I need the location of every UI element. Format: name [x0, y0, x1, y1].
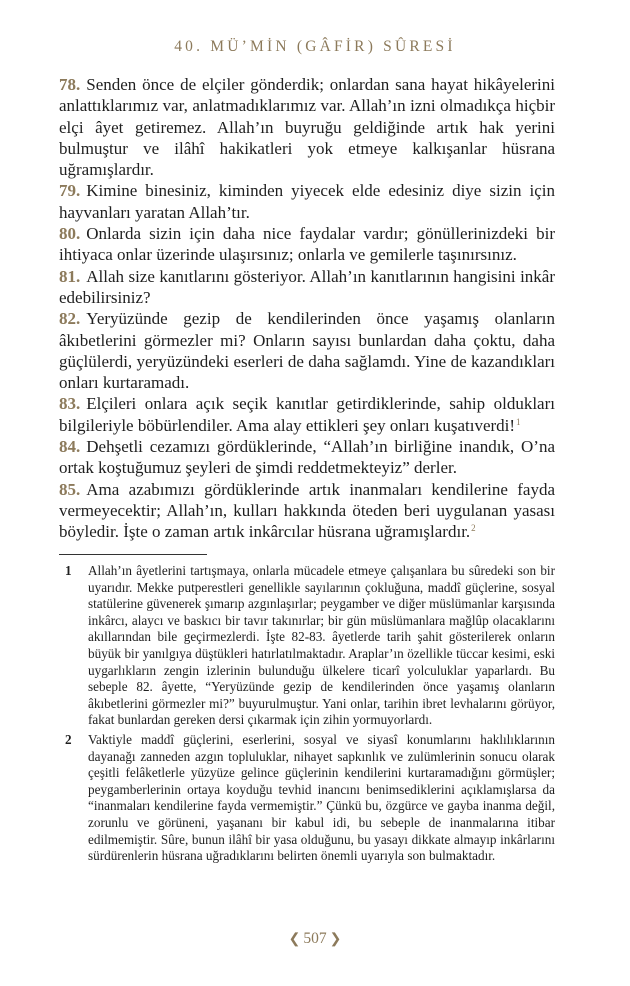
- footnote-ref-2[interactable]: 2: [471, 523, 476, 534]
- verse-number: 83.: [59, 394, 81, 414]
- running-header: 40. MÜ’MİN (GÂFİR) SÛRESİ: [174, 38, 456, 55]
- verse-78: [59, 74, 555, 180]
- verse-text: Elçileri onlara açık seçik kanıtlar getirdiklerinde, sahip oldukları bilgileriyle böbürlendiler. Ama alay ettikleri şey onları kuşatıverdi!: [59, 394, 555, 435]
- verse-number: 84.: [59, 437, 81, 457]
- footnote-number: 2: [65, 731, 72, 747]
- verse-85: [59, 479, 555, 543]
- page-number: [0, 930, 630, 948]
- verse-text: Onlarda sizin için daha nice faydalar vardır; gönüllerinizdeki bir ihtiyaca onlar üzerinde ulaşırsınız; onlarla ve gemilerle taşınırsınız.: [59, 224, 555, 265]
- footnote-ref-1[interactable]: 1: [516, 416, 521, 427]
- verse-80: [59, 223, 555, 266]
- verse-84: [59, 436, 555, 479]
- verse-text: Dehşetli cezamızı gördüklerinde, “Allah’ın birliğine inandık, O’na ortak koştuğumuz şeyleri de şimdi reddetmekteyiz” derler.: [59, 437, 555, 478]
- ornament-left-icon: ❮: [288, 932, 301, 947]
- verse-number: 82.: [59, 309, 81, 329]
- page-number-text: 507: [303, 930, 327, 947]
- verse-82: [59, 308, 555, 393]
- verse-number: 80.: [59, 224, 81, 244]
- verse-83: [59, 393, 555, 436]
- ornament-right-icon: ❯: [329, 932, 342, 947]
- verse-79: [59, 180, 555, 223]
- footnote-text: Vaktiyle maddî güçlerini, eserlerini, sosyal ve siyasî konumlarını haklılıklarının dayanağı zanneden azgın topluluklar, nihayet sapkınlık ve zulümlerinin sonucu olarak çeşitli felâketlerle yüzyüze gelince güçlerinin kendilerini kurtaramadığını görmüşler; peygamberlerinin ortaya koyduğu tevhid inancını benimsediklerini açıklamışlarsa da “inanmaları kendilerine fayda vermemiştir.” Çünkü bu, özgürce ve gayba inanma değil, zorunlu ve görüneni, yaşananı bir kabul idi, bu sebeple de inanmalarına itibar edilmemiştir. Sûre, bunun ilâhî bir yasa olduğunu, bu yasayı dikkate almayıp inkârlarını sürdürenlerin hüsrana uğradıklarını belirten önemli uyarıyla son bulmaktadır.: [88, 731, 555, 864]
- verse-number: 78.: [59, 75, 81, 94]
- verse-number: 79.: [59, 181, 81, 201]
- footnote-divider: [59, 554, 207, 555]
- verse-text: Kimine binesiniz, kiminden yiyecek elde edesiniz diye sizin için hayvanları yaratan Allah’tır.: [59, 181, 555, 222]
- footnote-number: 1: [65, 563, 72, 578]
- footnote-1: [59, 563, 555, 729]
- verse-number: 81.: [59, 266, 81, 286]
- verse-81: [59, 266, 555, 309]
- footnote-text: Allah’ın âyetlerini tartışmaya, onlarla mücadele etmeye çalışanlara bu sûredeki son bir uyarıdır. Mekke putperestleri genellikle sayılarının çokluğuna, maddî güçlerine, sosyal statülerine güvenerek şımarıp azgınlaşırlar; peygamber ve diğer müslümanlar karşısında inkârcı, alaycı ve baskıcı bir tavır takınırlar; bir gün müslümanlara mağlûp olacaklarını akıllarından bile geçirmezlerdi. İşte 82-83. âyetlerde tarih şahit gösterilerek onların büyük bir yanılgıya düştükleri hatırlatılmaktadır. Araplar’ın özellikle tüccar kesimi, eski uygarlıkların zengin izlerinin bulunduğu ülkelere ticarî yolculuklar yaparlardı. Bu sebeple 82. âyette, “Yeryüzünde gezip de kendilerinden önce yaşamış olanların âkıbetlerini görmezler mi?” buyurulmuştur. Yani onlar, tarihin ibret levhalarını görüyor, fakat bunlardan gereken dersi çıkarmak için zihin yormuyorlardı.: [88, 563, 555, 728]
- verse-text: Yeryüzünde gezip de kendilerinden önce yaşamış olanların âkıbetlerini görmezler mi? Onların sayısı bunlardan daha çoktu, daha güçlülerdi, yeryüzündeki eserleri de daha sağlamdı. Yine de kazandıkları onları kurtaramadı.: [59, 309, 555, 393]
- verse-number: 85.: [59, 479, 81, 499]
- verse-text: Allah size kanıtlarını gösteriyor. Allah’ın kanıtlarının hangisini inkâr edebilirsiniz?: [59, 266, 555, 307]
- verse-text: Ama azabımızı gördüklerinde artık inanmaları kendilerine fayda vermeyecektir; Allah’ın, kulları hakkında öteden beri uygulanan yasası böyledir. İşte o zaman artık inkârcılar hüsrana uğramışlardır.: [59, 479, 555, 542]
- footnotes: [59, 563, 555, 868]
- verse-text: Senden önce de elçiler gönderdik; onlardan sana hayat hikâyelerini anlattıklarımız var, anlatmadıklarımız var. Allah’ın izni olmadıkça hiçbir elçi âyet getiremez. Allah’ın buyruğu geldiğinde artık hak yerini bulmuştur ve ilâhî hakikatleri yok etmeye kalkışanlar hüsrana uğramışlardır.: [59, 75, 555, 180]
- footnote-2: [59, 732, 555, 865]
- verse-block: [59, 74, 555, 543]
